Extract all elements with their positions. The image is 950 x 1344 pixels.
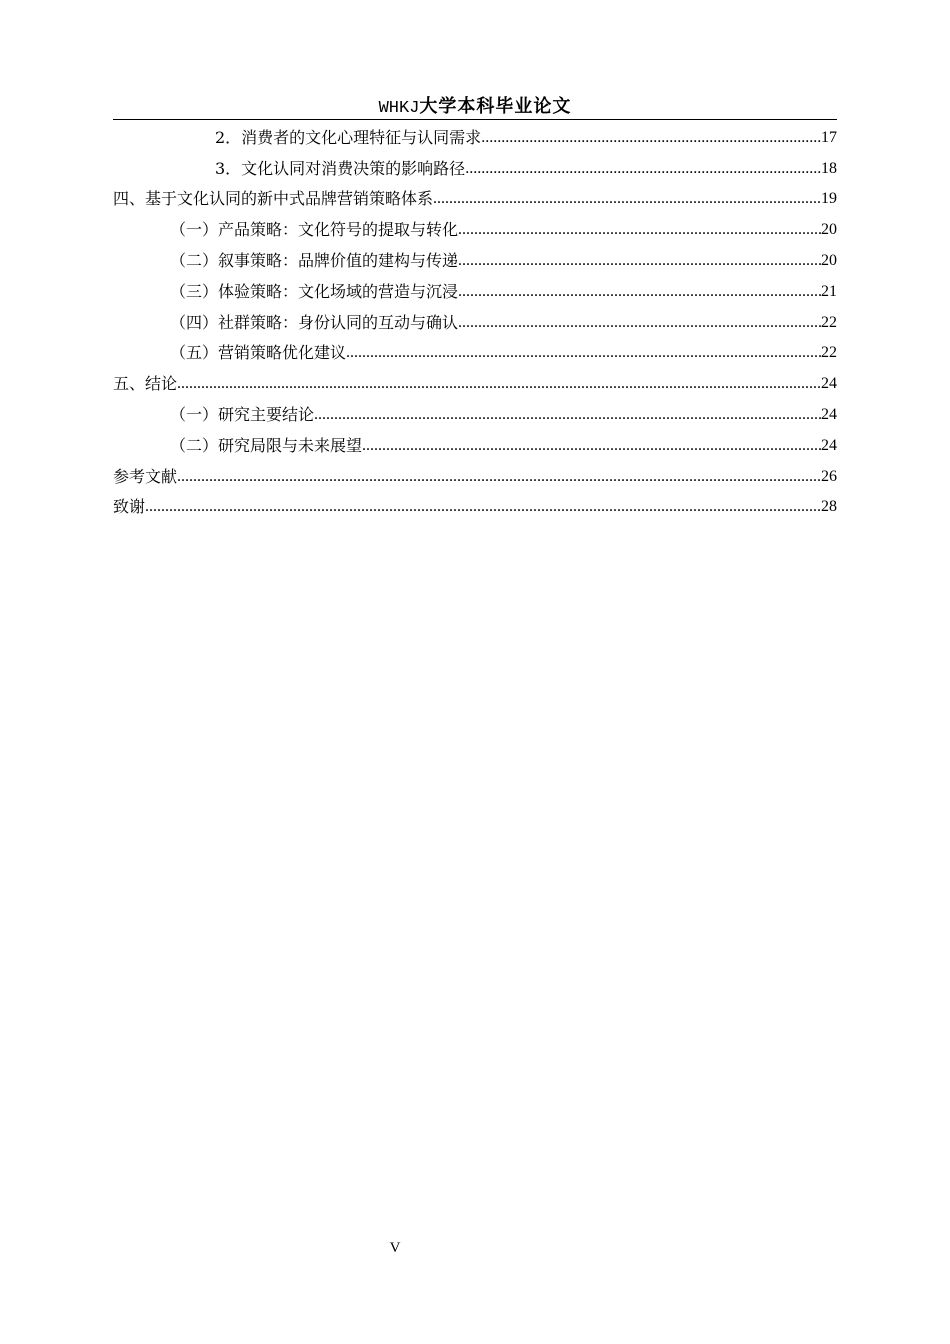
toc-entry[interactable]	[113, 243, 837, 274]
toc-entry-page: 22	[821, 313, 837, 331]
toc-dot-leader	[177, 467, 821, 487]
toc-entry-label: 四、基于文化认同的新中式品牌营销策略体系	[113, 189, 434, 209]
toc-dot-leader	[481, 128, 821, 148]
toc-dot-leader	[346, 343, 821, 363]
header-title: 大学本科毕业论文	[419, 96, 572, 117]
toc-entry-page: 24	[821, 436, 837, 454]
toc-dot-leader	[465, 159, 821, 179]
toc-entry-label: 五、结论	[113, 374, 178, 394]
toc-entry-label: 致谢	[113, 497, 146, 517]
toc-entry-label: （一）产品策略：文化符号的提取与转化	[170, 220, 459, 240]
table-of-contents	[113, 120, 837, 520]
toc-entry[interactable]	[113, 459, 837, 490]
toc-dot-leader	[458, 251, 821, 271]
toc-entry-label: 2．消费者的文化心理特征与认同需求	[215, 127, 482, 147]
toc-entry[interactable]	[113, 305, 837, 336]
toc-entry-page: 17	[821, 128, 837, 146]
toc-entry-label: （一）研究主要结论	[170, 404, 315, 424]
toc-entry[interactable]	[113, 151, 837, 182]
toc-entry-label: （五）营销策略优化建议	[170, 343, 347, 363]
toc-entry-label: 参考文献	[113, 466, 178, 486]
toc-entry[interactable]	[113, 212, 837, 243]
page-number: V	[389, 1240, 401, 1256]
toc-entry[interactable]	[113, 120, 837, 151]
toc-entry-page: 24	[821, 405, 837, 423]
toc-dot-leader	[458, 313, 821, 333]
toc-entry[interactable]	[113, 366, 837, 397]
toc-entry[interactable]	[113, 490, 837, 521]
header-university-code: WHKJ	[378, 99, 420, 118]
toc-entry[interactable]	[113, 274, 837, 305]
toc-entry-page: 22	[821, 344, 837, 362]
page-header	[113, 96, 837, 118]
toc-entry-label: （二）叙事策略：品牌价值的建构与传递	[170, 250, 459, 270]
toc-entry-page: 21	[821, 282, 837, 300]
toc-entry-page: 20	[821, 221, 837, 239]
toc-entry[interactable]	[113, 182, 837, 213]
toc-entry-page: 26	[821, 467, 837, 485]
toc-dot-leader	[362, 436, 821, 456]
toc-dot-leader	[458, 282, 821, 302]
toc-entry-page: 20	[821, 251, 837, 269]
toc-entry-page: 18	[821, 159, 837, 177]
toc-entry-page: 24	[821, 375, 837, 393]
toc-entry[interactable]	[113, 397, 837, 428]
toc-dot-leader	[177, 374, 821, 394]
toc-entry[interactable]	[113, 336, 837, 367]
toc-entry-label: 3．文化认同对消费决策的影响路径	[215, 158, 466, 178]
toc-entry-page: 19	[821, 190, 837, 208]
toc-entry-label: （三）体验策略：文化场域的营造与沉浸	[170, 281, 459, 301]
toc-entry-page: 28	[821, 498, 837, 516]
toc-entry[interactable]	[113, 428, 837, 459]
toc-entry-label: （四）社群策略：身份认同的互动与确认	[170, 312, 459, 332]
toc-dot-leader	[145, 497, 821, 517]
toc-dot-leader	[314, 405, 821, 425]
toc-dot-leader	[433, 189, 821, 209]
toc-entry-label: （二）研究局限与未来展望	[170, 435, 363, 455]
toc-dot-leader	[458, 220, 821, 240]
page-footer	[0, 1240, 790, 1257]
